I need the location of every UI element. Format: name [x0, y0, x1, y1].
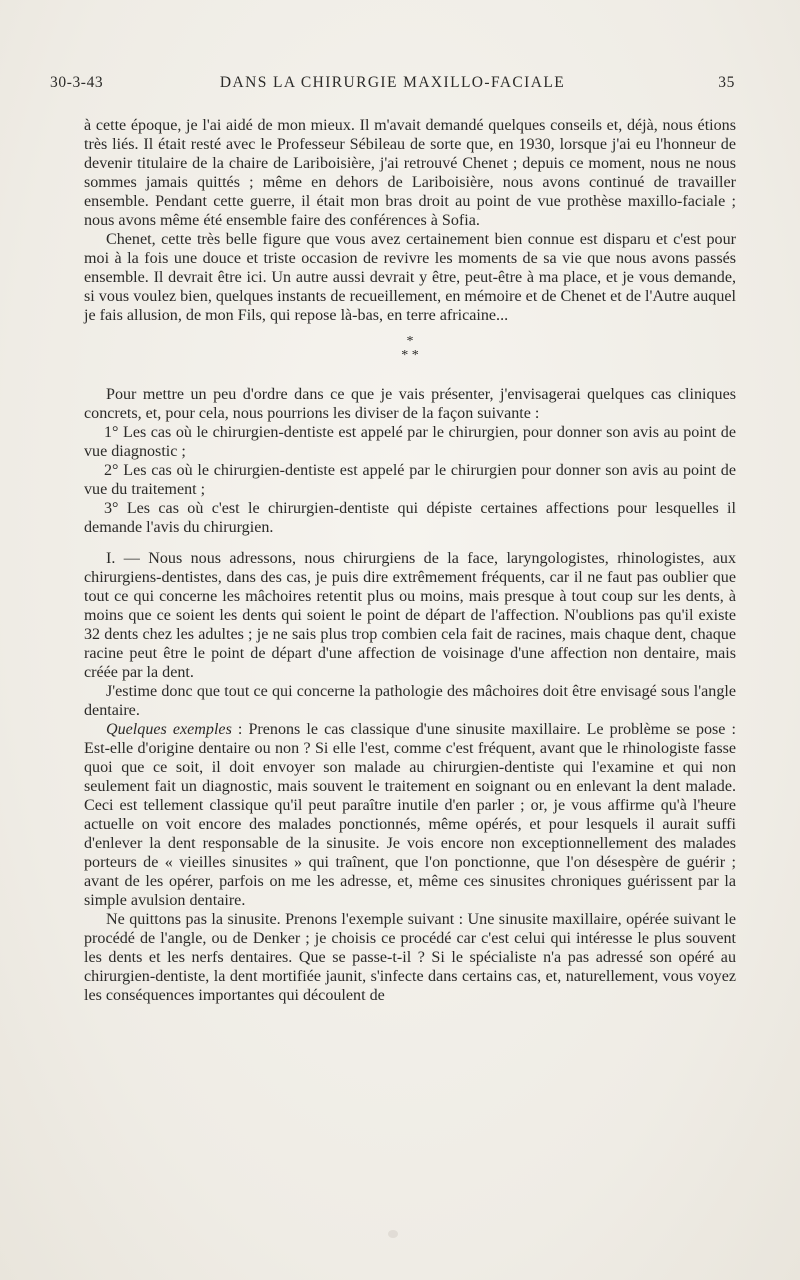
paragraph-lead: Quelques exemples: [106, 721, 232, 738]
header-date: 30-3-43: [50, 74, 104, 91]
separator-stars-bottom: * *: [401, 348, 419, 363]
paragraph: I. — Nous nous adressons, nous chirurgiens de la face, laryngologistes, rhinologistes, aux chirurgiens-dentistes, dans des cas, je puis dire extrêmement fréquents, car il ne faut pas oublier que tout ce qui concerne les mâchoires retentit plus ou moins, mais presque à tout coup sur les dents, à moins que ce soient les dents qui soient le point de départ de l'affection. N'oublions pas qu'il existe 32 dents chez les adultes ; je ne sais plus trop combien cela fait de racines, mais chaque dent, chaque racine peut être le point de départ d'une affection de voisinage d'une affection non dentaire, mais créée par la dent.: [84, 550, 736, 681]
list-item: 2° Les cas où le chirurgien-dentiste est appelé par le chirurgien pour donner son avis au point de vue du traitement ;: [84, 462, 736, 498]
header-title: DANS LA CHIRURGIE MAXILLO-FACIALE: [219, 74, 566, 91]
separator-star-top: *: [406, 334, 414, 349]
paragraph-text: : Prenons le cas classique d'une sinusite maxillaire. Le problème se pose : Est-elle d'origine dentaire ou non ? Si elle l'est, comme c'est fréquent, avant que le rhinologiste fasse quoi que ce soit, il doit envoyer son malade au chirurgien-dentiste qui l'examine et qui non seulement fait un diagnostic, mais souvent le traitement en soignant ou en enlevant la dent malade. Ceci est tellement classique qu'il peut paraître inutile d'en parler ; or, je vous affirme qu'à l'heure actuelle on voit encore des malades ponctionnés, même opérés, et pour lesquels il aurait suffi d'enlever la dent responsable de la sinusite. Je vois encore non exceptionnellement des malades porteurs de « vieilles sinusites » qui traînent, que l'on ponctionne, que l'on désespère de guérir ; avant de les opérer, parfois on me les adresse, et, même ces sinusites chroniques guérissent par la simple avulsion dentaire.: [84, 721, 736, 909]
paragraph: Ne quittons pas la sinusite. Prenons l'exemple suivant : Une sinusite maxillaire, opérée suivant le procédé de l'angle, ou de Denker ; je choisis ce procédé car c'est celui qui intéresse le plus souvent les dents et les nerfs dentaires. Que se passe-t-il ? Si le spécialiste n'a pas adressé son opéré au chirurgien-dentiste, la dent mortifiée jaunit, s'infecte dans certains cas, et, naturellement, vous voyez les conséquences importantes qui découlent de: [84, 911, 736, 1004]
list-item: 3° Les cas où c'est le chirurgien-dentiste qui dépiste certaines affections pour lesquelles il demande l'avis du chirurgien.: [84, 500, 736, 536]
page-number: 35: [718, 74, 735, 91]
paragraph: [84, 720, 736, 910]
paper-smudge: [388, 1230, 398, 1238]
paragraph: Pour mettre un peu d'ordre dans ce que je vais présenter, j'envisagerai quelques cas cliniques concrets, et, pour cela, nous pourrions les diviser de la façon suivante :: [84, 386, 736, 422]
running-header: [50, 74, 735, 98]
body-text: [84, 116, 736, 1005]
paragraph: Chenet, cette très belle figure que vous avez certainement bien connue est disparu et c'est pour moi à la fois une douce et triste occasion de revivre les moments de sa vie que nous avons passés ensemble. Il devrait être ici. Un autre aussi devrait y être, peut-être à ma place, et je vous demande, si vous voulez bien, quelques instants de recueillement, en mémoire et de Chenet et de l'Autre auquel je fais allusion, de mon Fils, qui repose là-bas, en terre africaine...: [84, 231, 736, 324]
list-item: 1° Les cas où le chirurgien-dentiste est appelé par le chirurgien, pour donner son avis au point de vue diagnostic ;: [84, 424, 736, 460]
section-separator: [84, 335, 736, 363]
paragraph: à cette époque, je l'ai aidé de mon mieux. Il m'avait demandé quelques conseils et, déjà, nous étions très liés. Il était resté avec le Professeur Sébileau de sorte que, en 1930, lorsque j'ai eu l'honneur de devenir titulaire de la chaire de Lariboisière, j'ai retrouvé Chenet ; depuis ce moment, nous ne nous sommes jamais quittés ; même en dehors de Lariboisière, nous avons continué de travailler ensemble. Pendant cette guerre, il était mon bras droit au point de vue prothèse maxillo-faciale ; nous avons même été ensemble faire des conférences à Sofia.: [84, 117, 736, 229]
paragraph: J'estime donc que tout ce qui concerne la pathologie des mâchoires doit être envisagé sous l'angle dentaire.: [84, 683, 736, 719]
